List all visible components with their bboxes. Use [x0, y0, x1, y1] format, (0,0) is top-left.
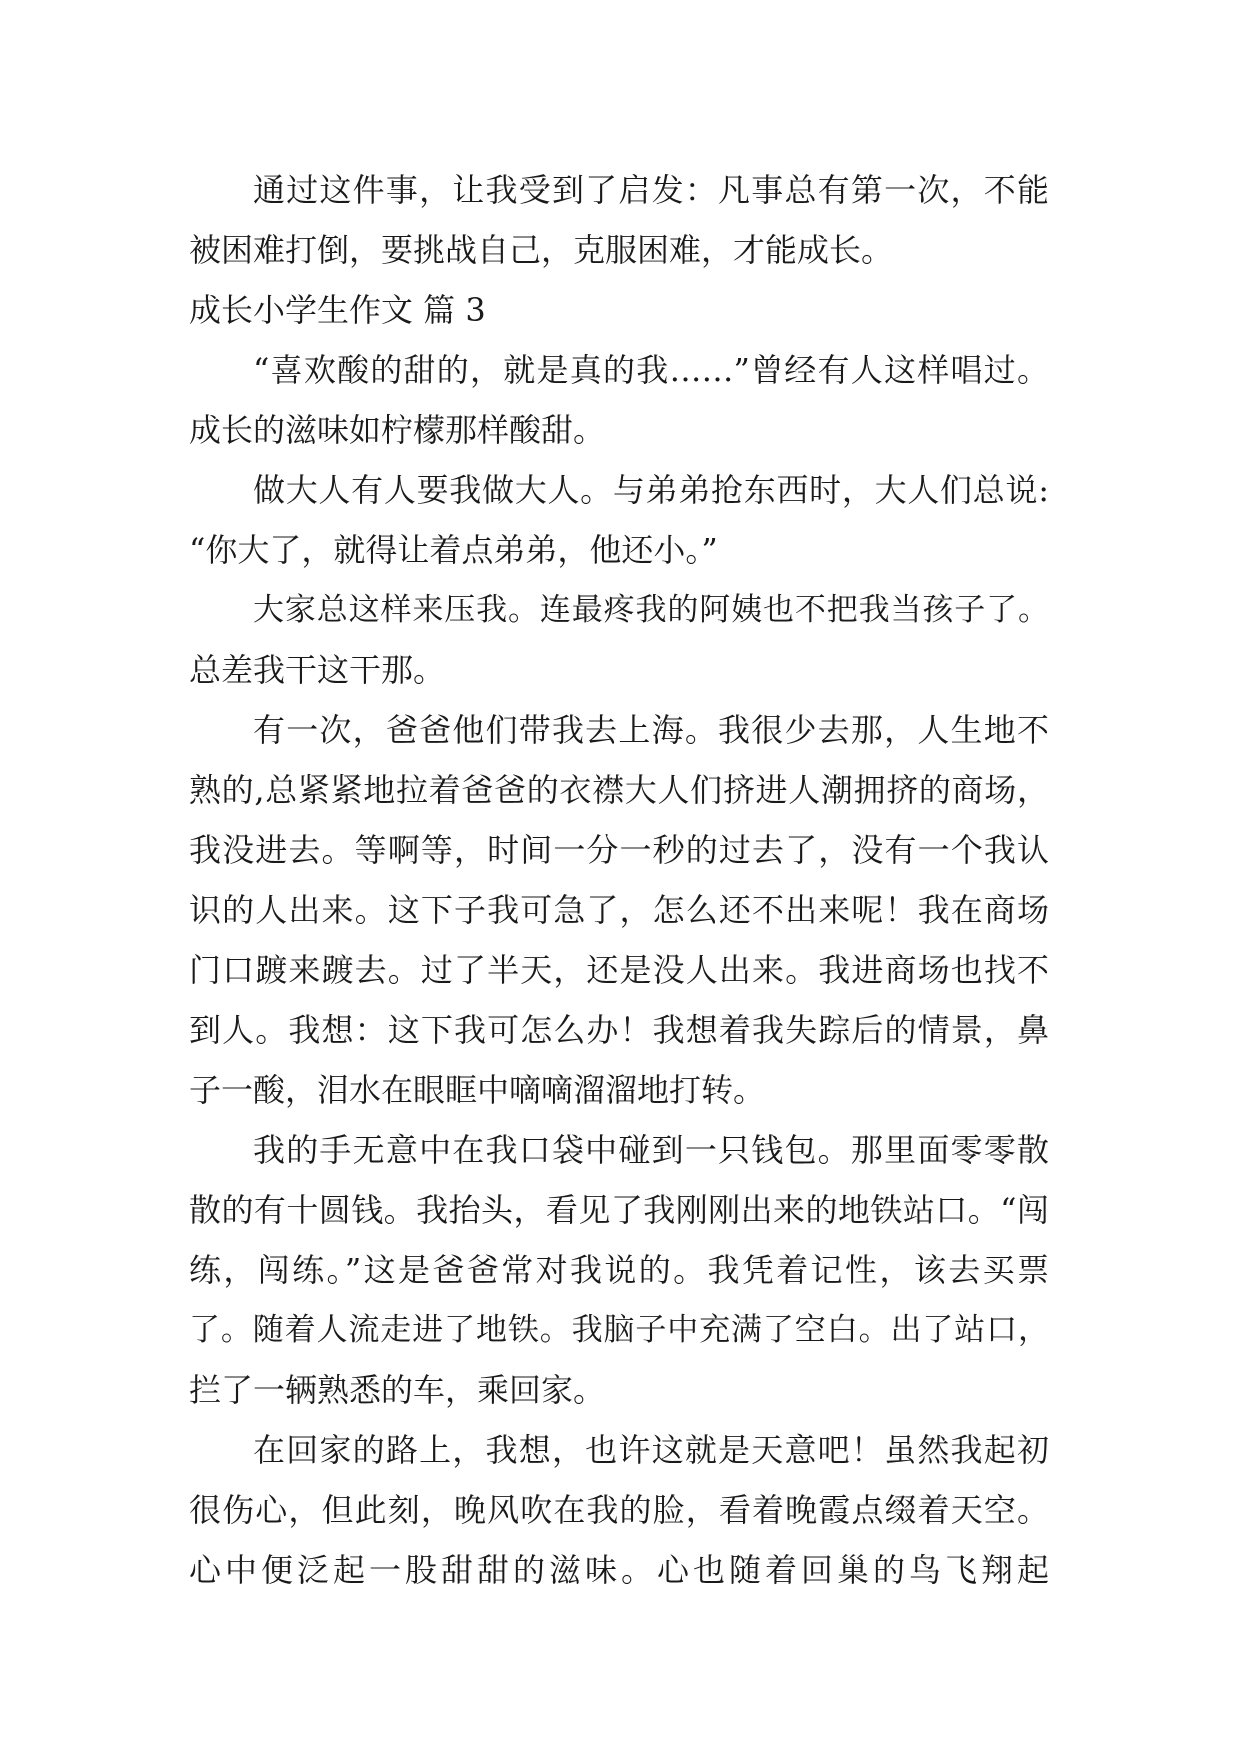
- text-line: 做大人有人要我做大人。与弟弟抢东西时，大人们总说:: [253, 471, 1049, 509]
- section-heading: 成长小学生作文 篇 3: [189, 291, 486, 329]
- text-line: 散的有十圆钱。我抬头，看见了我刚刚出来的地铁站口。“闯: [189, 1191, 1049, 1229]
- text-line: 通过这件事，让我受到了启发：凡事总有第一次，不能: [253, 171, 1049, 209]
- text-line: “你大了，就得让着点弟弟，他还小。”: [189, 531, 718, 569]
- text-line: 成长的滋味如柠檬那样酸甜。: [189, 411, 606, 449]
- text-line: 心中便泛起一股甜甜的滋味。心也随着回巢的鸟飞翔起: [189, 1551, 1049, 1589]
- text-line: 总差我干这干那。: [189, 651, 446, 689]
- text-line: 到人。我想：这下我可怎么办！我想着我失踪后的情景，鼻: [189, 1011, 1049, 1049]
- text-line: 门口踱来踱去。过了半天，还是没人出来。我进商场也找不: [189, 951, 1049, 989]
- text-line: “喜欢酸的甜的，就是真的我……”曾经有人这样唱过。: [253, 351, 1049, 389]
- text-line: 子一酸，泪水在眼眶中嘀嘀溜溜地打转。: [189, 1071, 766, 1109]
- text-line: 识的人出来。这下子我可急了，怎么还不出来呢！我在商场: [189, 891, 1049, 929]
- text-line: 在回家的路上，我想，也许这就是天意吧！虽然我起初: [253, 1431, 1049, 1469]
- text-line: 了。随着人流走进了地铁。我脑子中充满了空白。出了站口，: [189, 1312, 1049, 1348]
- text-line: 我的手无意中在我口袋中碰到一只钱包。那里面零零散: [253, 1131, 1049, 1169]
- text-line: 被困难打倒，要挑战自己，克服困难，才能成长。: [189, 231, 894, 269]
- text-line: 练，闯练。”这是爸爸常对我说的。我凭着记性，该去买票: [189, 1251, 1049, 1289]
- text-line: 很伤心，但此刻，晚风吹在我的脸，看着晚霞点缀着天空。: [189, 1491, 1049, 1529]
- text-line: 拦了一辆熟悉的车，乘回家。: [189, 1371, 606, 1409]
- document-body: [189, 160, 1049, 1600]
- text-line: 有一次，爸爸他们带我去上海。我很少去那，人生地不: [253, 711, 1049, 749]
- text-line: 熟的,总紧紧地拉着爸爸的衣襟大人们挤进人潮拥挤的商场，: [189, 771, 1049, 809]
- text-line: 大家总这样来压我。连最疼我的阿姨也不把我当孩子了。: [253, 592, 1049, 628]
- text-line: 我没进去。等啊等，时间一分一秒的过去了，没有一个我认: [189, 831, 1049, 869]
